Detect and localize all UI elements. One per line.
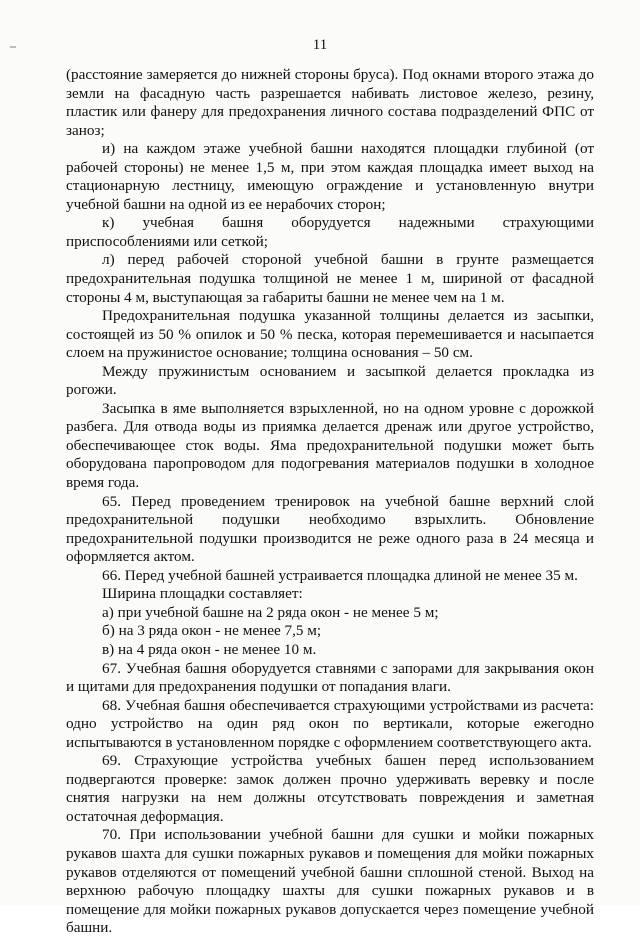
paragraph-66-a: а) при учебной башне на 2 ряда окон - не менее 5 м;: [102, 603, 439, 621]
paragraph-item-k: к) учебная башня оборудуется надежными страхующими приспособлениями или сеткой;: [66, 214, 594, 250]
document-body: [66, 66, 594, 938]
paragraph-66-width: Ширина площадки составляет:: [102, 585, 303, 603]
paragraph-item-l: л) перед рабочей стороной учебной башни в грунте размещается предохранительная подушка толщиной не менее 1 м, шириной от фасадной стороны 4 м, выступающая за габариты башни не менее чем на 1 м.: [66, 251, 594, 306]
paragraph-67: 67. Учебная башня оборудуется ставнями с запорами для закрывания окон и щитами для предохранения подушки от попадания влаги.: [66, 659, 594, 696]
paragraph-pit: Засыпка в яме выполняется взрыхленной, но на одном уровне с дорожкой разбега. Для отвода воды из приямка делается дренаж или другое устройство, обеспечивающее сток воды. Яма предохранительной подушки может быть оборудована паропроводом для подогревания материалов подушки в холодное время года.: [66, 399, 594, 492]
paragraph-66: 66. Перед учебной башней устраивается площадка длиной не менее 35 м.: [102, 566, 578, 584]
paragraph-70: 70. При использовании учебной башни для сушки и мойки пожарных рукавов шахта для сушки пожарных рукавов и помещения для мойки пожарных рукавов отделяются от помещений учебной башни сплошной стеной. Выход на верхнюю рабочую площадку шахты для сушки пожарных рукавов и в помещение для мойки пожарных рукавов допускается через помещение учебной башни.: [66, 826, 594, 937]
paragraph-68: 68. Учебная башня обеспечивается страхующими устройствами из расчета: одно устройство на один ряд окон по вертикали, которые ежегодно испытываются в установленном порядке с оформлением соответствующего акта.: [66, 696, 594, 751]
paragraph-continuation: (расстояние замеряется до нижней стороны бруса). Под окнами второго этажа до земли на фасадную часть разрешается набивать листовое железо, резину, пластик или фанеру для предохранения личного состава подразделений ФПС от заноз;: [66, 66, 594, 139]
paragraph-mat: Между пружинистым основанием и засыпкой делается прокладка из рогожи.: [66, 362, 594, 399]
paragraph-cushion: Предохранительная подушка указанной толщины делается из засыпки, состоящей из 50 % опилок и 50 % песка, которая перемешивается и насыпается слоем на пружинистое основание; толщина основания – 50 см.: [66, 307, 594, 362]
paragraph-item-i: и) на каждом этаже учебной башни находятся площадки глубиной (от рабочей стороны) не менее 1,5 м, при этом каждая площадка имеет выход на стационарную лестницу, имеющую ограждение и установленную внутри учебной башни на одной из ее нерабочих сторон;: [66, 140, 594, 213]
paragraph-66-v: в) на 4 ряда окон - не менее 10 м.: [102, 640, 317, 658]
paragraph-65: 65. Перед проведением тренировок на учебной башне верхний слой предохранительной подушки необходимо взрыхлить. Обновление предохранительной подушки производится не реже одного раза в 24 месяца и оформляется актом.: [66, 492, 594, 566]
page-number: 11: [312, 37, 328, 53]
paragraph-66-b: б) на 3 ряда окон - не менее 7,5 м;: [102, 622, 322, 640]
paragraph-69: 69. Страхующие устройства учебных башен перед использованием подвергаются проверке: замок должен прочно удерживать веревку и после снятия нагрузки на нем должны отсутствовать повреждения и заметная остаточная деформация.: [66, 752, 594, 825]
